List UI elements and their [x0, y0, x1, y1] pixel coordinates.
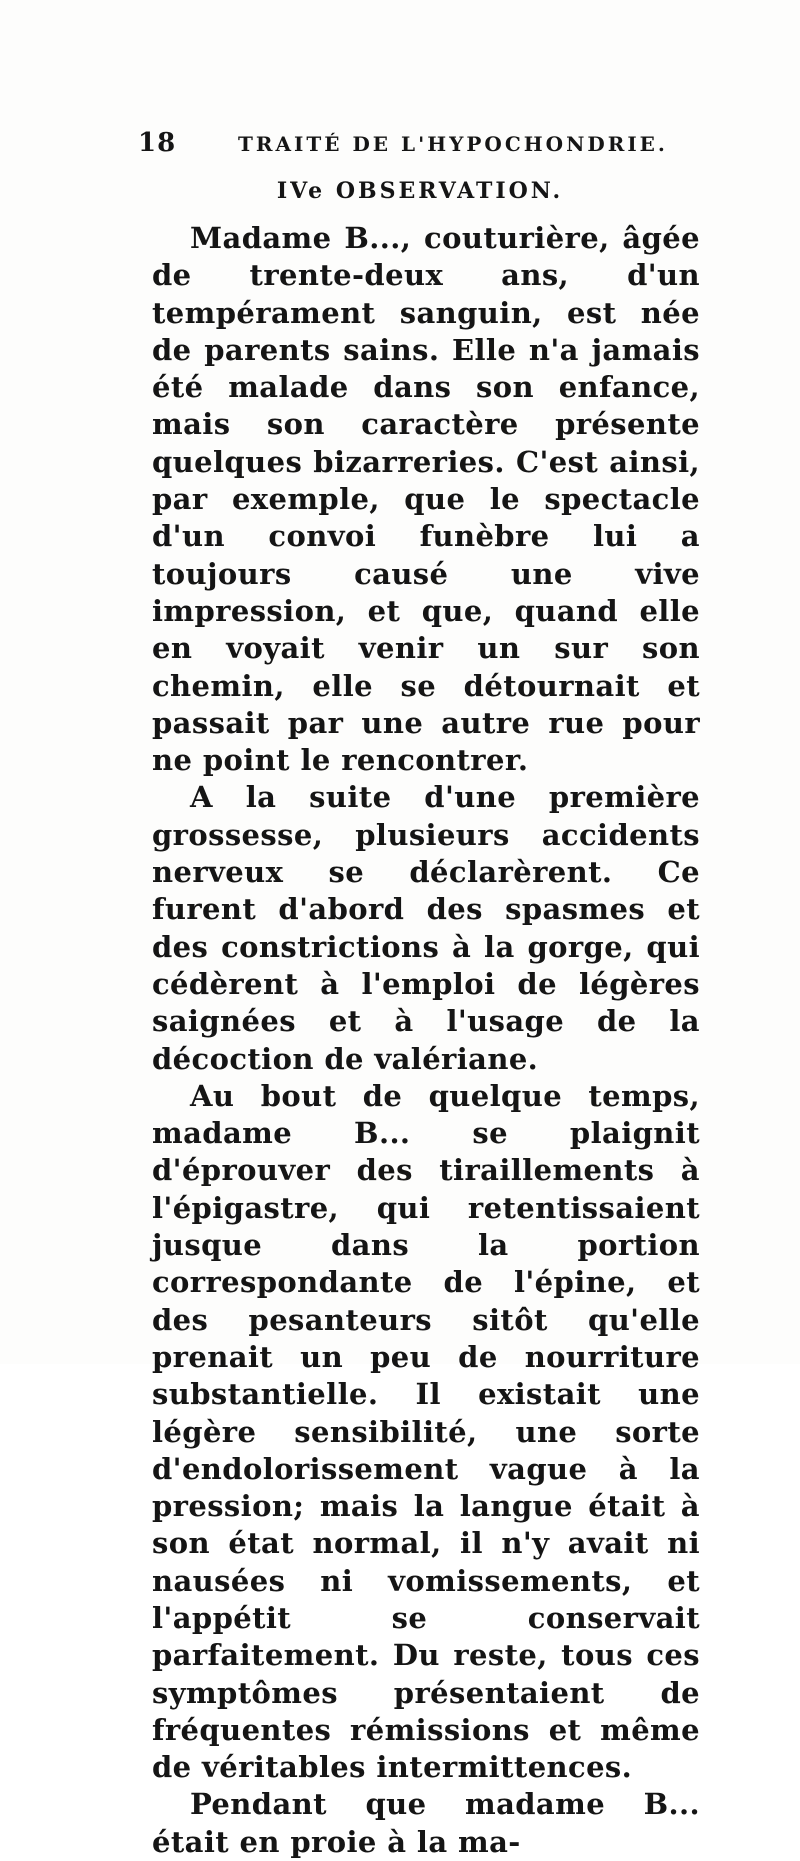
running-head [138, 128, 698, 158]
section-heading: IVe OBSERVATION. [276, 178, 564, 204]
paragraph-4: Pendant que madame B... était en proie à la ma- [152, 1787, 700, 1859]
paragraph-3: Au bout de quelque temps, madame B... se plaignit d'éprouver des tiraillements à l'épigastre, qui retentissaient jusque dans la portion correspondante de l'épine, et des pesanteurs sitôt qu'elle prenait un peu de nourriture substantielle. Il existait une légère sensibilité, une sorte d'endolorissement vague à la pression; mais la langue était à son état normal, il n'y avait ni nausées ni vomissements, et l'appétit se conservait parfaitement. Du reste, tous ces symptômes présentaient de fréquentes rémissions et même de véritables intermittences. [152, 1078, 700, 1785]
paragraph-1: Madame B..., couturière, âgée de trente-deux ans, d'un tempérament sanguin, est née de parents sains. Elle n'a jamais été malade dans son enfance, mais son caractère présente quelques bizarreries. C'est ainsi, par exemple, que le spectacle d'un convoi funèbre lui a toujours causé une vive impression, et que, quand elle en voyait venir un sur son chemin, elle se détournait et passait par une autre rue pour ne point le rencontrer. [152, 221, 700, 778]
paragraph-2: A la suite d'une première grossesse, plusieurs accidents nerveux se déclarèrent. Ce furent d'abord des spasmes et des constrictions à la gorge, qui cédèrent à l'emploi de légères saignées et à l'usage de la décoction de valériane. [152, 780, 700, 1076]
page-number: 18 [138, 128, 177, 158]
running-title: TRAITÉ DE L'HYPOCHONDRIE. [238, 132, 668, 156]
body-text [152, 220, 700, 1861]
